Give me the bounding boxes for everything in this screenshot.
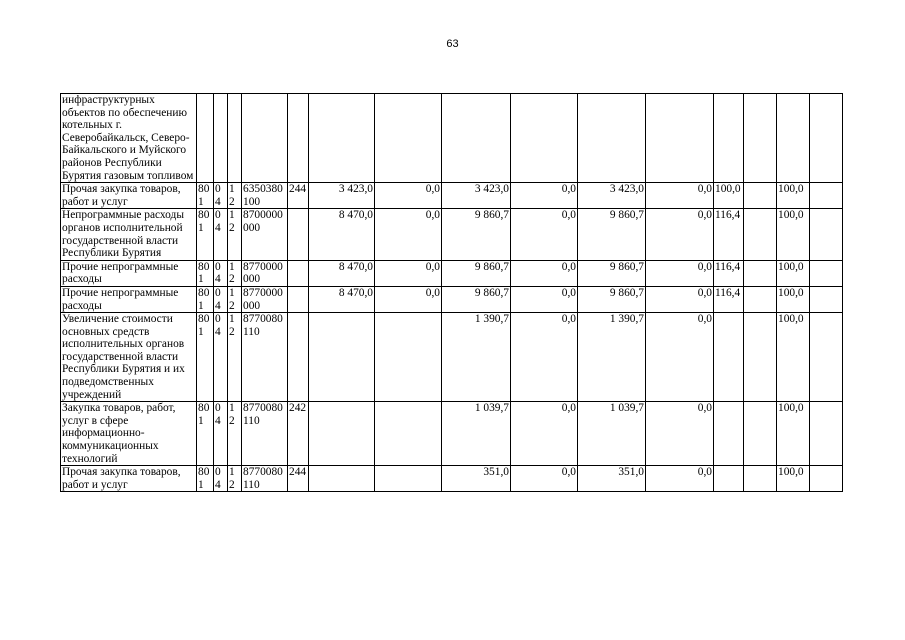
plan-total: 3 423,0	[309, 183, 375, 209]
expense-type-code	[288, 313, 309, 402]
execution-total: 9 860,7	[578, 260, 646, 286]
percent-federal	[744, 209, 777, 260]
subsection-code: 12	[228, 209, 242, 260]
row-name: инфраструктурных объектов по обеспечению котельных г. Северобайкальск, Северо-Байкальского и Муйского районов Республики Бурятия газовым топливом	[61, 94, 197, 183]
section-code: 04	[214, 466, 228, 492]
target-article-code: 8770080110	[242, 466, 288, 492]
fact-federal	[511, 94, 578, 183]
plan-federal	[375, 466, 442, 492]
plan-federal: 0,0	[375, 209, 442, 260]
plan-federal: 0,0	[375, 286, 442, 312]
percent-execution-federal	[810, 313, 843, 402]
percent-federal	[744, 286, 777, 312]
percent-total: 100,0	[714, 183, 744, 209]
percent-execution-total: 100,0	[777, 313, 810, 402]
plan-federal	[375, 94, 442, 183]
percent-total	[714, 466, 744, 492]
percent-execution-total	[777, 94, 810, 183]
percent-execution-total: 100,0	[777, 286, 810, 312]
expense-type-code: 244	[288, 183, 309, 209]
percent-federal	[744, 94, 777, 183]
table-row	[61, 313, 843, 402]
fact-federal: 0,0	[511, 313, 578, 402]
percent-federal	[744, 466, 777, 492]
grbs-code: 801	[197, 286, 214, 312]
percent-total	[714, 402, 744, 466]
table-row	[61, 209, 843, 260]
section-code: 04	[214, 260, 228, 286]
section-code: 04	[214, 183, 228, 209]
section-code	[214, 94, 228, 183]
percent-federal	[744, 402, 777, 466]
fact-federal: 0,0	[511, 209, 578, 260]
percent-total	[714, 94, 744, 183]
fact-total: 9 860,7	[442, 286, 511, 312]
fact-federal: 0,0	[511, 260, 578, 286]
row-name: Прочие непрограммные расходы	[61, 260, 197, 286]
table-row	[61, 260, 843, 286]
execution-total: 3 423,0	[578, 183, 646, 209]
percent-execution-federal	[810, 402, 843, 466]
row-name: Прочая закупка товаров, работ и услуг	[61, 466, 197, 492]
fact-federal: 0,0	[511, 402, 578, 466]
subsection-code: 12	[228, 313, 242, 402]
fact-total: 351,0	[442, 466, 511, 492]
plan-federal: 0,0	[375, 183, 442, 209]
plan-total	[309, 94, 375, 183]
table-row	[61, 286, 843, 312]
fact-federal: 0,0	[511, 286, 578, 312]
row-name: Прочая закупка товаров, работ и услуг	[61, 183, 197, 209]
plan-total: 8 470,0	[309, 286, 375, 312]
execution-federal: 0,0	[646, 260, 714, 286]
subsection-code: 12	[228, 402, 242, 466]
percent-execution-total: 100,0	[777, 466, 810, 492]
execution-total: 1 039,7	[578, 402, 646, 466]
section-code: 04	[214, 209, 228, 260]
plan-total: 8 470,0	[309, 260, 375, 286]
row-name: Прочие непрограммные расходы	[61, 286, 197, 312]
grbs-code: 801	[197, 260, 214, 286]
row-name: Увеличение стоимости основных средств исполнительных органов государственной власти Республики Бурятия и их подведомственных учреждений	[61, 313, 197, 402]
fact-total: 1 039,7	[442, 402, 511, 466]
percent-execution-federal	[810, 260, 843, 286]
execution-federal	[646, 94, 714, 183]
execution-federal: 0,0	[646, 466, 714, 492]
fact-total: 9 860,7	[442, 260, 511, 286]
grbs-code: 801	[197, 466, 214, 492]
plan-total	[309, 466, 375, 492]
section-code: 04	[214, 286, 228, 312]
target-article-code: 8770080110	[242, 313, 288, 402]
target-article-code	[242, 94, 288, 183]
percent-execution-federal	[810, 286, 843, 312]
subsection-code: 12	[228, 260, 242, 286]
percent-federal	[744, 183, 777, 209]
fact-federal: 0,0	[511, 183, 578, 209]
expense-type-code: 242	[288, 402, 309, 466]
percent-execution-federal	[810, 94, 843, 183]
percent-execution-total: 100,0	[777, 183, 810, 209]
execution-federal: 0,0	[646, 313, 714, 402]
subsection-code: 12	[228, 286, 242, 312]
plan-federal: 0,0	[375, 260, 442, 286]
row-name: Непрограммные расходы органов исполнительной государственной власти Республики Бурятия	[61, 209, 197, 260]
target-article-code: 6350380100	[242, 183, 288, 209]
plan-total	[309, 313, 375, 402]
grbs-code: 801	[197, 313, 214, 402]
execution-federal: 0,0	[646, 209, 714, 260]
fact-federal: 0,0	[511, 466, 578, 492]
table-row	[61, 183, 843, 209]
section-code: 04	[214, 313, 228, 402]
fact-total	[442, 94, 511, 183]
subsection-code: 12	[228, 466, 242, 492]
percent-execution-total: 100,0	[777, 260, 810, 286]
table-row	[61, 402, 843, 466]
percent-execution-federal	[810, 183, 843, 209]
percent-federal	[744, 313, 777, 402]
execution-federal: 0,0	[646, 183, 714, 209]
target-article-code: 8700000000	[242, 209, 288, 260]
percent-federal	[744, 260, 777, 286]
execution-total: 9 860,7	[578, 209, 646, 260]
execution-federal: 0,0	[646, 286, 714, 312]
plan-federal	[375, 313, 442, 402]
section-code: 04	[214, 402, 228, 466]
expense-type-code	[288, 286, 309, 312]
grbs-code: 801	[197, 183, 214, 209]
page-number: 63	[446, 38, 459, 50]
subsection-code	[228, 94, 242, 183]
fact-total: 1 390,7	[442, 313, 511, 402]
percent-total: 116,4	[714, 209, 744, 260]
percent-execution-total: 100,0	[777, 402, 810, 466]
row-name: Закупка товаров, работ, услуг в сфере информационно-коммуникационных технологий	[61, 402, 197, 466]
table-row	[61, 94, 843, 183]
expense-type-code	[288, 260, 309, 286]
percent-execution-federal	[810, 466, 843, 492]
plan-total: 8 470,0	[309, 209, 375, 260]
plan-total	[309, 402, 375, 466]
target-article-code: 8770080110	[242, 402, 288, 466]
execution-total: 1 390,7	[578, 313, 646, 402]
grbs-code: 801	[197, 209, 214, 260]
fact-total: 9 860,7	[442, 209, 511, 260]
target-article-code: 8770000000	[242, 260, 288, 286]
execution-total: 9 860,7	[578, 286, 646, 312]
percent-total: 116,4	[714, 286, 744, 312]
grbs-code	[197, 94, 214, 183]
plan-federal	[375, 402, 442, 466]
percent-total: 116,4	[714, 260, 744, 286]
execution-total	[578, 94, 646, 183]
table-row	[61, 466, 843, 492]
percent-execution-federal	[810, 209, 843, 260]
fact-total: 3 423,0	[442, 183, 511, 209]
execution-federal: 0,0	[646, 402, 714, 466]
expense-type-code: 244	[288, 466, 309, 492]
subsection-code: 12	[228, 183, 242, 209]
budget-table	[60, 93, 843, 492]
expense-type-code	[288, 94, 309, 183]
expense-type-code	[288, 209, 309, 260]
target-article-code: 8770000000	[242, 286, 288, 312]
percent-execution-total: 100,0	[777, 209, 810, 260]
grbs-code: 801	[197, 402, 214, 466]
percent-total	[714, 313, 744, 402]
execution-total: 351,0	[578, 466, 646, 492]
